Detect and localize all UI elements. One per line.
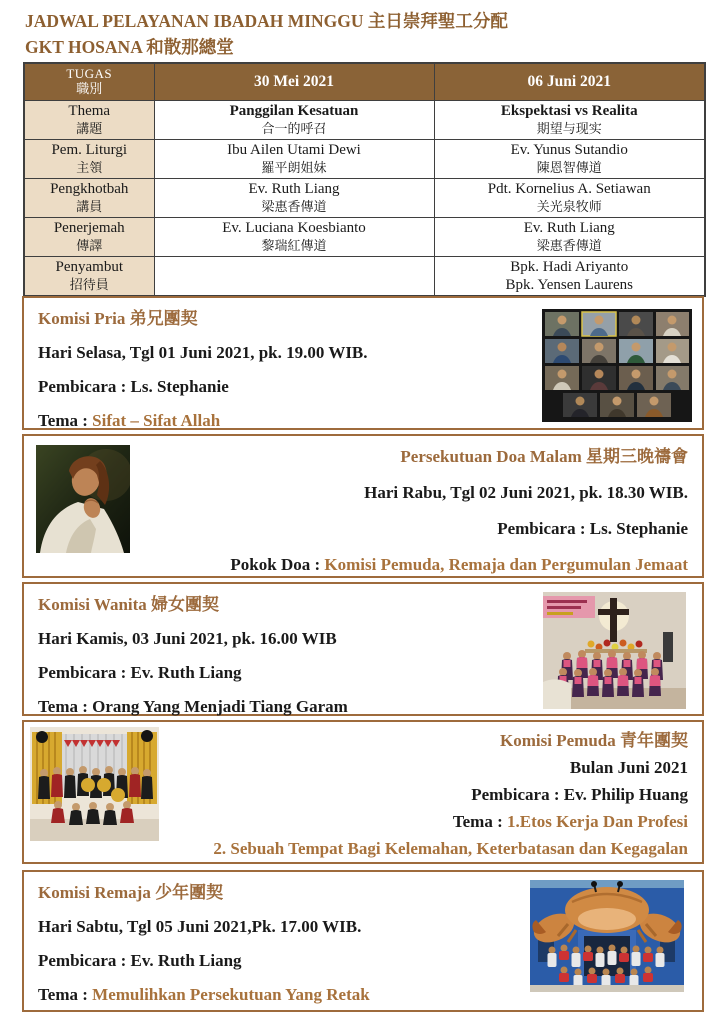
teens-crab-statue-photo [530, 880, 684, 992]
theme-value: Sifat – Sifat Allah [92, 411, 221, 430]
row-label: Pem. Liturgi 主領 [24, 139, 154, 178]
theme-label: Tema : [452, 812, 507, 831]
section-speaker-line: Pembicara : Ev. Philip Huang [471, 785, 688, 804]
cell-pengkhotbah-06juni: Pdt. Kornelius A. Setiawan 关光泉牧师 [434, 178, 705, 217]
row-label: Penyambut 招待員 [24, 256, 154, 296]
cell-pengkhotbah-30mei: Ev. Ruth Liang 梁惠香傳道 [154, 178, 434, 217]
row-label: Thema 講題 [24, 100, 154, 139]
section-komisi-pemuda [22, 720, 704, 864]
page-title [25, 8, 705, 60]
page-title-line1: JADWAL PELAYANAN IBADAH MINGGU 主日崇拜聖工分配 [25, 11, 508, 31]
row-label: Penerjemah 傳譯 [24, 217, 154, 256]
youth-group-photo [30, 727, 159, 841]
cell-penyambut-30mei [154, 256, 434, 296]
section-schedule-line: Hari Kamis, 03 Juni 2021, pk. 16.00 WIB [38, 629, 337, 648]
section-speaker-line: Pembicara : Ev. Ruth Liang [38, 951, 242, 970]
section-speaker-line: Pembicara : Ls. Stephanie [38, 377, 229, 396]
section-persekutuan-doa-malam [22, 434, 704, 578]
zoom-meeting-grid-photo [542, 309, 692, 422]
prayer-topic-value: Komisi Pemuda, Remaja dan Pergumulan Jemaat [324, 555, 688, 574]
praying-man-photo [36, 445, 130, 553]
theme-value: Orang Yang Menjadi Tiang Garam [92, 697, 348, 716]
section-schedule-line: Bulan Juni 2021 [569, 758, 688, 777]
cell-penerjemah-06juni: Ev. Ruth Liang 梁惠香傳道 [434, 217, 705, 256]
schedule-row-thema [24, 100, 705, 139]
theme-label: Tema : [38, 697, 93, 716]
header-date-06-juni: 06 Juni 2021 [434, 63, 705, 100]
section-prayer-topic-line [38, 554, 688, 575]
section-speaker-line: Pembicara : Ls. Stephanie [497, 519, 688, 538]
service-schedule-table [23, 62, 706, 297]
schedule-header-row [24, 63, 705, 100]
section-schedule-line: Hari Rabu, Tgl 02 Juni 2021, pk. 18.30 WIB. [364, 483, 688, 502]
cell-penyambut-06juni: Bpk. Hadi Ariyanto Bpk. Yensen Laurens [434, 256, 705, 296]
women-choir-photo [543, 592, 686, 709]
section-komisi-wanita [22, 582, 704, 716]
section-speaker-line: Pembicara : Ev. Ruth Liang [38, 663, 242, 682]
theme-label: Tema : [38, 411, 93, 430]
section-komisi-remaja [22, 870, 704, 1012]
cell-thema-30mei: Panggilan Kesatuan 合一的呼召 [154, 100, 434, 139]
page-title-line2: GKT HOSANA 和散那總堂 [25, 37, 234, 57]
header-task: TUGAS 職別 [24, 63, 154, 100]
theme-value-2: 2. Sebuah Tempat Bagi Kelemahan, Keterbatasan dan Kegagalan [213, 839, 688, 858]
section-schedule-line: Hari Selasa, Tgl 01 Juni 2021, pk. 19.00 WIB. [38, 343, 368, 362]
section-heading: Komisi Remaja 少年團契 [38, 883, 224, 902]
section-schedule-line: Hari Sabtu, Tgl 05 Juni 2021,Pk. 17.00 WIB. [38, 917, 362, 936]
section-heading: Komisi Pemuda 青年團契 [500, 731, 688, 750]
cell-liturgi-30mei: Ibu Ailen Utami Dewi 羅平朗姐妹 [154, 139, 434, 178]
schedule-row-penerjemah [24, 217, 705, 256]
cell-penerjemah-30mei: Ev. Luciana Koesbianto 黎瑞紅傳道 [154, 217, 434, 256]
cell-thema-06juni: Ekspektasi vs Realita 期望与现实 [434, 100, 705, 139]
header-date-30-mei: 30 Mei 2021 [154, 63, 434, 100]
prayer-topic-label: Pokok Doa : [230, 555, 325, 574]
section-heading: Komisi Pria 弟兄團契 [38, 309, 198, 328]
schedule-row-pengkhotbah [24, 178, 705, 217]
section-heading: Persekutuan Doa Malam 星期三晚禱會 [400, 447, 688, 466]
theme-label: Tema : [38, 985, 93, 1004]
theme-value-1: 1.Etos Kerja Dan Profesi [507, 812, 688, 831]
cell-liturgi-06juni: Ev. Yunus Sutandio 陳恩智傳道 [434, 139, 705, 178]
schedule-row-pem-liturgi [24, 139, 705, 178]
section-heading: Komisi Wanita 婦女團契 [38, 595, 220, 614]
section-komisi-pria [22, 296, 704, 430]
row-label: Pengkhotbah 講員 [24, 178, 154, 217]
schedule-row-penyambut [24, 256, 705, 296]
theme-value: Memulihkan Persekutuan Yang Retak [92, 985, 370, 1004]
